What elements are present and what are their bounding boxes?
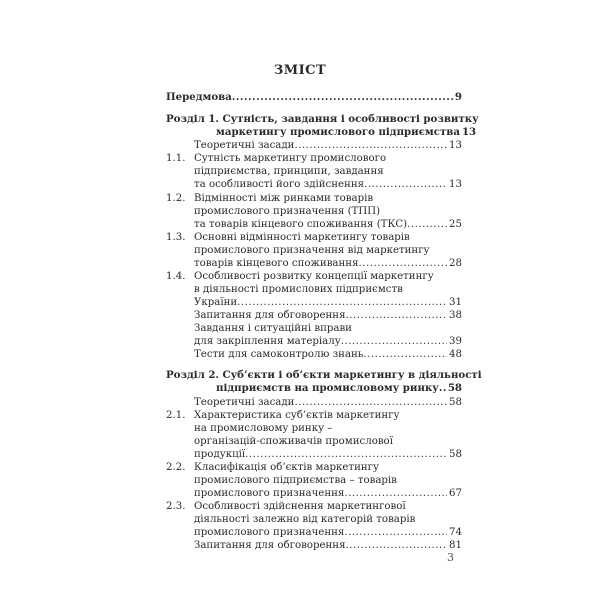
dot-leader bbox=[245, 448, 447, 461]
toc-entry-1-4 bbox=[194, 296, 462, 309]
toc-entry-2-2 bbox=[194, 487, 462, 500]
dot-leader bbox=[346, 539, 448, 552]
section-label: Розділ 1. bbox=[166, 113, 219, 125]
section-label: Розділ 2. bbox=[166, 369, 219, 381]
dot-leader bbox=[346, 309, 448, 322]
toc-entry-s1-theory bbox=[194, 139, 462, 152]
toc-entry-s2-questions bbox=[194, 539, 462, 552]
toc-number: 2.1. bbox=[166, 410, 186, 421]
toc-entry-1-1 bbox=[194, 178, 462, 191]
toc-text: та особливості його здійснення bbox=[194, 179, 365, 190]
toc-page: 13 bbox=[449, 179, 462, 190]
toc-text: Завдання і ситуаційні вправи bbox=[194, 323, 352, 334]
toc-entry-2-1 bbox=[194, 448, 462, 461]
toc-entry-s2-theory bbox=[194, 396, 462, 409]
toc-page: 58 bbox=[449, 397, 462, 408]
dot-leader bbox=[359, 257, 448, 270]
toc-text: промислового призначення (ТПП) bbox=[194, 206, 381, 217]
toc-text: в діяльності промислових підприємств bbox=[194, 284, 403, 295]
toc-text: України bbox=[194, 297, 238, 308]
toc-text: Особливості здійснення маркетингової bbox=[194, 501, 406, 512]
toc-number: 1.2. bbox=[166, 193, 186, 204]
toc-entry-2-3 bbox=[194, 526, 462, 539]
toc-section-2-line1 bbox=[166, 369, 482, 382]
toc-number: 2.2. bbox=[166, 462, 186, 473]
dot-leader bbox=[237, 296, 447, 309]
toc-text: підприємств на промисловому ринку bbox=[216, 382, 439, 394]
dot-leader bbox=[232, 91, 453, 104]
toc-text: промислового призначення від маркетингу bbox=[194, 245, 430, 256]
toc-text: на промисловому ринку – bbox=[194, 423, 333, 434]
toc-text: для закріплення матеріалу bbox=[194, 336, 341, 347]
dot-leader bbox=[439, 382, 446, 395]
toc-text: та товарів кінцевого споживання (ТКС) bbox=[194, 219, 408, 230]
toc-text: Передмова bbox=[166, 91, 232, 103]
toc-text: товарів кінцевого споживання bbox=[194, 258, 359, 269]
toc-text: Запитання для обговорення bbox=[194, 310, 346, 321]
toc-page: 25 bbox=[449, 219, 462, 230]
toc-text: організацій-споживачів промислової bbox=[194, 436, 393, 447]
toc-entry-s1-tasks bbox=[194, 335, 462, 348]
toc-text: Тести для самоконтролю знань bbox=[194, 349, 364, 360]
section-title: Суб’єкти і об’єкти маркетингу в діяльності bbox=[222, 369, 482, 381]
section-title: Сутність, завдання і особливості розвитку bbox=[222, 113, 479, 125]
dot-leader bbox=[344, 526, 447, 539]
toc-page: 13 bbox=[461, 126, 477, 138]
toc-text: Теоретичні засади bbox=[194, 140, 295, 151]
toc-text: Класифікація об’єктів маркетингу bbox=[194, 462, 379, 473]
toc-page: 28 bbox=[449, 258, 462, 269]
toc-section-1-line1 bbox=[166, 113, 479, 126]
toc-entry-1-3 bbox=[194, 257, 462, 270]
dot-leader bbox=[363, 348, 447, 361]
toc-page: 48 bbox=[449, 349, 462, 360]
toc-page: 13 bbox=[449, 140, 462, 151]
toc-page: 58 bbox=[447, 382, 462, 394]
toc-page: 39 bbox=[449, 336, 462, 347]
toc-text: маркетингу промислового підприємства bbox=[216, 126, 460, 138]
toc-number: 2.3. bbox=[166, 501, 186, 512]
toc-page: 74 bbox=[449, 527, 462, 538]
toc-number: 1.3. bbox=[166, 232, 186, 243]
toc-text: продукції bbox=[194, 449, 246, 460]
dot-leader bbox=[341, 335, 447, 348]
toc-page: 9 bbox=[454, 91, 462, 103]
toc-text: промислового призначення bbox=[194, 527, 345, 538]
toc-entry-1-2 bbox=[194, 218, 462, 231]
dot-leader bbox=[294, 396, 447, 409]
toc-text: діяльності залежно від категорій товарів bbox=[194, 514, 416, 525]
toc-text: промислового підприємства – товарів bbox=[194, 475, 397, 486]
toc-text: Особливості розвитку концепції маркетингу bbox=[194, 271, 434, 282]
toc-text: промислового призначення bbox=[194, 488, 345, 499]
toc-page: 38 bbox=[449, 310, 462, 321]
page-title: ЗМІСТ bbox=[273, 63, 327, 78]
toc-number: 1.4. bbox=[166, 271, 186, 282]
toc-entry-preface bbox=[166, 91, 462, 104]
toc-page: 31 bbox=[449, 297, 462, 308]
toc-text: підприємства, принципи, завдання bbox=[194, 166, 384, 177]
toc-entry-s1-questions bbox=[194, 309, 462, 322]
toc-number: 1.1. bbox=[166, 153, 186, 164]
toc-text: Основні відмінності маркетингу товарів bbox=[194, 232, 410, 243]
toc-text: Характеристика суб’єктів маркетингу bbox=[194, 410, 400, 421]
dot-leader bbox=[344, 487, 447, 500]
toc-entry-s1-tests bbox=[194, 348, 462, 361]
toc-section-1 bbox=[216, 126, 477, 139]
toc-text: Відмінності між ринками товарів bbox=[194, 193, 374, 204]
toc-text: Запитання для обговорення bbox=[194, 540, 346, 551]
toc-section-2 bbox=[216, 382, 462, 395]
dot-leader bbox=[294, 139, 447, 152]
dot-leader bbox=[407, 218, 447, 231]
toc-page: 81 bbox=[449, 540, 462, 551]
toc-text: Сутність маркетингу промислового bbox=[194, 153, 387, 164]
toc-page: 58 bbox=[449, 449, 462, 460]
toc-page: 67 bbox=[449, 488, 462, 499]
page-number: 3 bbox=[447, 551, 454, 564]
toc-text: Теоретичні засади bbox=[194, 397, 295, 408]
dot-leader bbox=[364, 178, 447, 191]
